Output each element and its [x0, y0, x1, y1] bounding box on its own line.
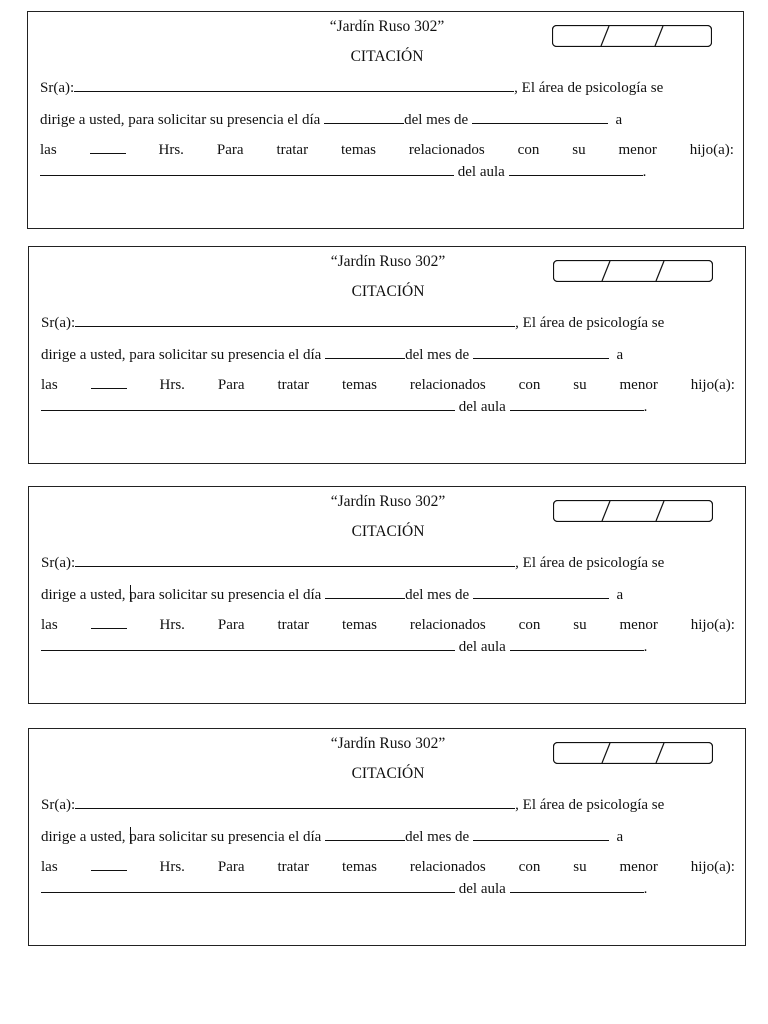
- day-blank[interactable]: [325, 828, 405, 841]
- word-hijo: hijo(a):: [690, 617, 735, 633]
- date-slashes-icon: [553, 500, 713, 522]
- sr-label: Sr(a):: [41, 797, 76, 813]
- word-hrs: Hrs.: [158, 142, 184, 158]
- word-temas: temas: [342, 617, 377, 633]
- word-las: las: [41, 859, 58, 875]
- word-hrs: Hrs.: [159, 617, 185, 633]
- line-time: [40, 141, 734, 159]
- aula-label: del aula: [458, 881, 506, 897]
- citation-card-3: [28, 486, 746, 704]
- month-label: del mes de: [405, 829, 470, 845]
- word-menor: menor: [619, 617, 658, 633]
- word-menor: menor: [618, 142, 657, 158]
- word-con: con: [518, 859, 541, 875]
- a-text: a: [616, 587, 624, 603]
- word-hijo: hijo(a):: [690, 377, 735, 393]
- date-slashes-icon: [552, 25, 712, 47]
- line-child: [41, 638, 647, 656]
- psychology-text: , El área de psicología se: [515, 797, 665, 813]
- word-menor: menor: [619, 377, 658, 393]
- month-blank[interactable]: [472, 111, 608, 124]
- month-label: del mes de: [404, 112, 469, 128]
- word-relacionados: relacionados: [409, 377, 486, 393]
- word-tratar: tratar: [277, 377, 310, 393]
- school-name: “Jardín Ruso 302”: [330, 493, 446, 510]
- day-blank[interactable]: [325, 346, 405, 359]
- school-name: “Jardín Ruso 302”: [330, 735, 446, 752]
- word-para: Para: [217, 859, 245, 875]
- month-label: del mes de: [405, 347, 470, 363]
- line-sr: [41, 796, 664, 814]
- psychology-text: , El área de psicología se: [514, 80, 664, 96]
- citation-card-1: [27, 11, 744, 229]
- line-request: [41, 346, 623, 364]
- word-temas: temas: [342, 377, 377, 393]
- form-title: CITACIÓN: [351, 283, 425, 300]
- period-text: .: [643, 881, 648, 897]
- citation-card-2: [28, 246, 746, 464]
- school-name: “Jardín Ruso 302”: [329, 18, 445, 35]
- date-slashes-icon: [553, 742, 713, 764]
- request-text: dirige a usted, para solicitar su presencia el día: [41, 587, 322, 603]
- date-field[interactable]: [553, 500, 713, 522]
- line-request: [41, 828, 623, 846]
- form-title: CITACIÓN: [351, 765, 425, 782]
- line-request: [40, 111, 622, 129]
- request-text: dirige a usted, para solicitar su presencia el día: [41, 347, 322, 363]
- sr-label: Sr(a):: [41, 555, 76, 571]
- word-para: Para: [217, 377, 245, 393]
- word-menor: menor: [619, 859, 658, 875]
- hours-blank[interactable]: [91, 858, 127, 871]
- sr-label: Sr(a):: [41, 315, 76, 331]
- name-blank[interactable]: [75, 314, 515, 327]
- word-su: su: [573, 617, 587, 633]
- word-tratar: tratar: [277, 617, 310, 633]
- line-time: [41, 858, 735, 876]
- request-text: dirige a usted, para solicitar su presencia el día: [41, 829, 322, 845]
- month-blank[interactable]: [473, 586, 609, 599]
- word-con: con: [517, 142, 540, 158]
- aula-label: del aula: [457, 164, 505, 180]
- word-tratar: tratar: [277, 859, 310, 875]
- word-su: su: [573, 377, 587, 393]
- hours-blank[interactable]: [91, 616, 127, 629]
- school-name: “Jardín Ruso 302”: [330, 253, 446, 270]
- line-sr: [40, 79, 663, 97]
- line-child: [40, 163, 646, 181]
- aula-label: del aula: [458, 399, 506, 415]
- child-name-blank[interactable]: [41, 398, 455, 411]
- word-hijo: hijo(a):: [689, 142, 734, 158]
- child-name-blank[interactable]: [41, 638, 455, 651]
- psychology-text: , El área de psicología se: [515, 555, 665, 571]
- line-child: [41, 398, 647, 416]
- a-text: a: [615, 112, 623, 128]
- day-blank[interactable]: [325, 586, 405, 599]
- aula-label: del aula: [458, 639, 506, 655]
- date-slashes-icon: [553, 260, 713, 282]
- date-field[interactable]: [552, 25, 712, 47]
- word-hrs: Hrs.: [159, 377, 185, 393]
- form-title: CITACIÓN: [350, 48, 424, 65]
- aula-blank[interactable]: [510, 880, 644, 893]
- word-tratar: tratar: [276, 142, 309, 158]
- aula-blank[interactable]: [510, 638, 644, 651]
- citation-card-4: [28, 728, 746, 946]
- form-title: CITACIÓN: [351, 523, 425, 540]
- a-text: a: [616, 829, 624, 845]
- line-sr: [41, 554, 664, 572]
- name-blank[interactable]: [75, 796, 515, 809]
- period-text: .: [642, 164, 647, 180]
- word-relacionados: relacionados: [409, 859, 486, 875]
- name-blank[interactable]: [75, 554, 515, 567]
- word-relacionados: relacionados: [409, 617, 486, 633]
- word-con: con: [518, 377, 541, 393]
- line-sr: [41, 314, 664, 332]
- word-su: su: [572, 142, 586, 158]
- word-con: con: [518, 617, 541, 633]
- day-blank[interactable]: [324, 111, 404, 124]
- psychology-text: , El área de psicología se: [515, 315, 665, 331]
- period-text: .: [643, 399, 648, 415]
- word-relacionados: relacionados: [408, 142, 485, 158]
- date-field[interactable]: [553, 260, 713, 282]
- aula-blank[interactable]: [509, 163, 643, 176]
- aula-blank[interactable]: [510, 398, 644, 411]
- line-time: [41, 376, 735, 394]
- word-su: su: [573, 859, 587, 875]
- period-text: .: [643, 639, 648, 655]
- word-para: Para: [216, 142, 244, 158]
- child-name-blank[interactable]: [40, 163, 454, 176]
- word-las: las: [41, 377, 58, 393]
- line-child: [41, 880, 647, 898]
- a-text: a: [616, 347, 624, 363]
- word-temas: temas: [342, 859, 377, 875]
- month-blank[interactable]: [473, 346, 609, 359]
- request-text: dirige a usted, para solicitar su presencia el día: [40, 112, 321, 128]
- name-blank[interactable]: [74, 79, 514, 92]
- word-las: las: [40, 142, 57, 158]
- month-label: del mes de: [405, 587, 470, 603]
- word-temas: temas: [341, 142, 376, 158]
- date-field[interactable]: [553, 742, 713, 764]
- child-name-blank[interactable]: [41, 880, 455, 893]
- word-hrs: Hrs.: [159, 859, 185, 875]
- line-request: [41, 586, 623, 604]
- word-hijo: hijo(a):: [690, 859, 735, 875]
- sr-label: Sr(a):: [40, 80, 75, 96]
- line-time: [41, 616, 735, 634]
- hours-blank[interactable]: [90, 141, 126, 154]
- word-las: las: [41, 617, 58, 633]
- month-blank[interactable]: [473, 828, 609, 841]
- word-para: Para: [217, 617, 245, 633]
- hours-blank[interactable]: [91, 376, 127, 389]
